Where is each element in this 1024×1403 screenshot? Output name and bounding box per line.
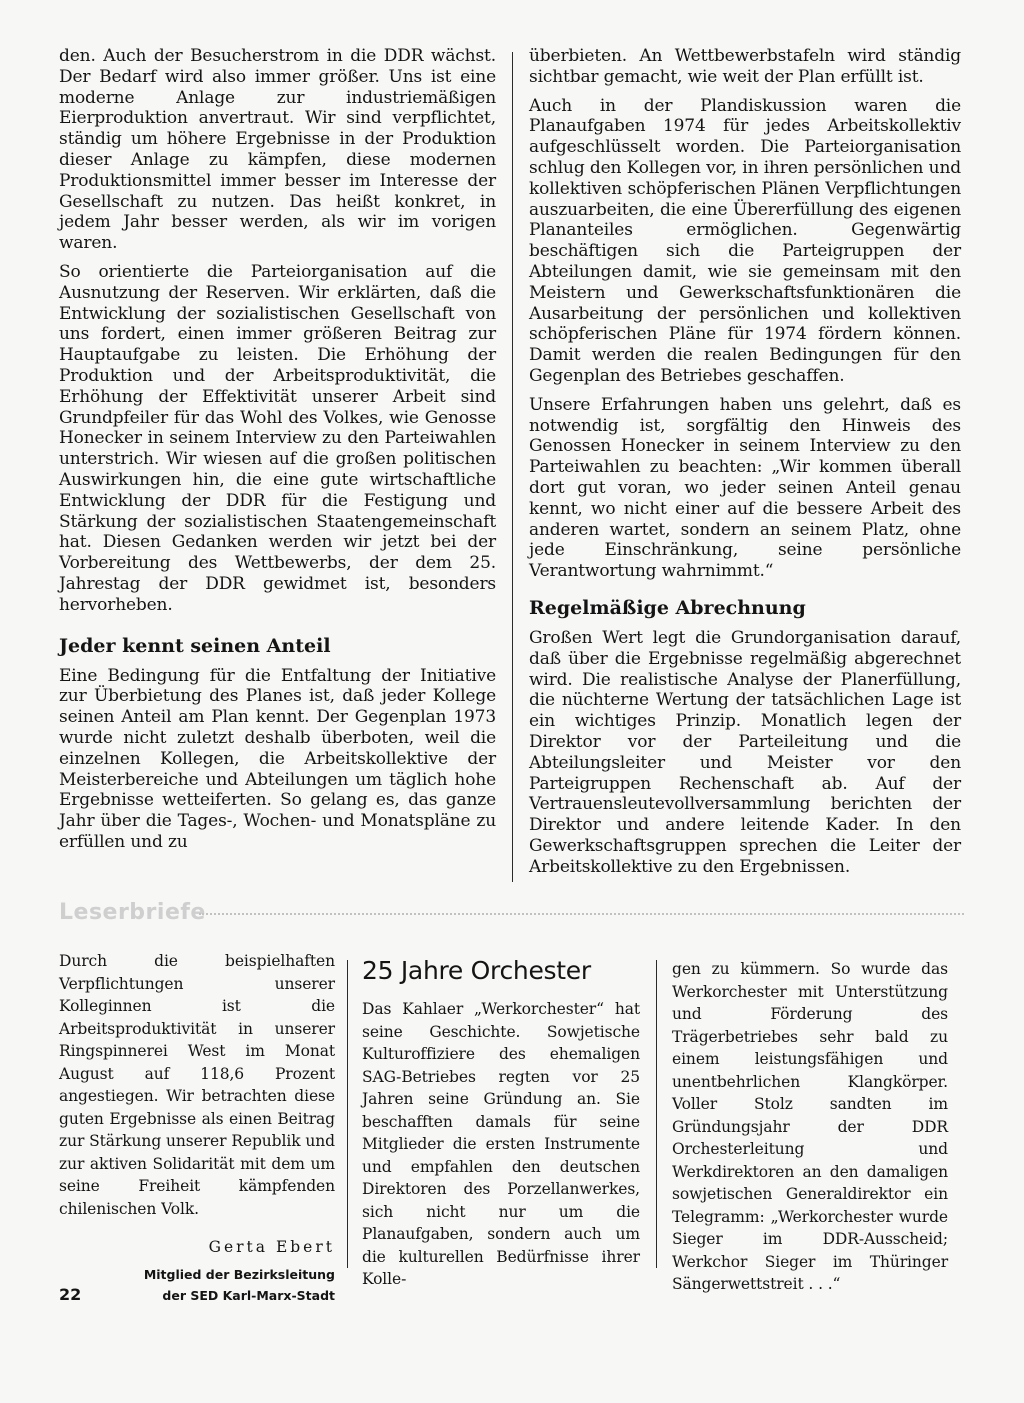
letter-column-3 bbox=[672, 958, 948, 1296]
article-paragraph: Großen Wert legt die Grundorganisation darauf, daß über die Ergebnisse regelmäßig abgerechnet wird. Die realistische Analyse der Planerfüllung, die nüchterne Wertung der tatsächlichen Lage ist ein wichtiges Prinzip. Monatlich legen der Direktor vor der Parteileitung und die Abteilungsleiter und Meister vor den Parteigruppen Rechenschaft ab. Auf der Vertrauensleutevollversammlung berichten der Direktor und andere leitende Kader. In den Gewerkschaftsgruppen sprechen die Leiter der Arbeitskollektive zu den Ergebnissen. bbox=[529, 627, 961, 877]
article-paragraph: den. Auch der Besucherstrom in die DDR wächst. Der Bedarf wird also immer größer. Uns ist eine moderne Anlage zur industriemäßigen Eierproduktion anvertraut. Wir sind verpflichtet, ständig um höhere Ergebnisse in der Produktion dieser Anlage zu kämpfen, diese modernen Produktionsmittel immer besser im Interesse der Gesellschaft zu nutzen. Das heißt konkret, in jedem Jahr besser werden, als wir im vorigen waren. bbox=[59, 46, 496, 254]
section-label-bar bbox=[59, 900, 964, 930]
page-number: 22 bbox=[59, 1285, 82, 1304]
author-affiliation: Mitglied der Bezirksleitung bbox=[143, 1267, 335, 1282]
article-paragraph: Unsere Erfahrungen haben uns gelehrt, daß es notwendig ist, sorgfältig den Hinweis des Genossen Honecker in seinem Interview zu den Parteiwahlen zu beachten: „Wir kommen überall dort gut voran, wo jeder seinen Anteil genau kennt, wo nicht einer auf die bessere Arbeit des anderen wartet, sondern an seinem Platz, ohne jede Einschränkung, seine persönliche Verantwortung wahrnimmt.“ bbox=[529, 394, 961, 582]
article-paragraph: überbieten. An Wettbewerbstafeln wird ständig sichtbar gemacht, wie weit der Plan erfüllt ist. bbox=[529, 46, 961, 87]
section-label: Leserbriefe bbox=[59, 900, 206, 925]
letter-text: Durch die beispielhaften Verpflichtungen unserer Kolleginnen ist die Arbeitsproduktivität in unserer Ringspinnerei West im Monat August auf 118,6 Prozent angestiegen. Wir betrachten diese guten Ergebnisse als einen Beitrag zur Stärkung unserer Republik und zur aktiven Solidarität mit dem um seine Freiheit kämpfenden chilenischen Volk. bbox=[59, 952, 335, 1218]
column-divider bbox=[347, 960, 348, 1268]
letter-text: gen zu kümmern. So wurde das Werkorchester mit Unterstützung und Förderung des Trägerbetriebes sehr bald zu einem leistungsfähigen und unentbehrlichen Klangkörper. Voller Stolz sandten im Gründungsjahr der DDR Orchesterleitung und Werkdirektoren an den damaligen sowjetischen Generaldirektor ein Telegramm: „Werkorchester wurde Sieger im DDR-Ausscheid; Werkchor Sieger im Thüringer Sängerwettstreit . . .“ bbox=[672, 960, 948, 1293]
article-paragraph: So orientierte die Parteiorganisation auf die Ausnutzung der Reserven. Wir erklärten, daß die Entwicklung der sozialistischen Gesellschaft von uns fordert, einen immer größeren Beitrag zur Hauptaufgabe zu leisten. Die Erhöhung der Produktion und der Arbeitsproduktivität, die Erhöhung der Effektivität unserer Arbeit sind Grundpfeiler für das Wohl des Volkes, wie Genosse Honecker in seinem Interview zu den Parteiwahlen unterstrich. Wir wiesen auf die großen politischen Auswirkungen hin, die eine gute wirtschaftliche Entwicklung der DDR für die Festigung und Stärkung der sozialistischen Staatengemeinschaft hat. Diesen Gedanken werden wir jetzt bei der Vorbereitung des Wettbewerbs, der dem 25. Jahrestag der DDR gewidmet ist, besonders hervorheben. bbox=[59, 261, 496, 615]
section-heading: Regelmäßige Abrechnung bbox=[529, 596, 806, 619]
upper-left-column bbox=[59, 46, 496, 861]
letter-heading: 25 Jahre Orchester bbox=[362, 956, 591, 985]
letter-author: Gerta Ebert bbox=[208, 1238, 335, 1256]
upper-right-column bbox=[529, 46, 961, 885]
letter-column-1 bbox=[59, 950, 335, 1306]
column-divider bbox=[656, 960, 657, 1268]
letter-column-2 bbox=[362, 950, 640, 1291]
author-affiliation: der SED Karl-Marx-Stadt bbox=[162, 1288, 335, 1303]
article-paragraph: Auch in der Plandiskussion waren die Planaufgaben 1974 für jedes Arbeitskollektiv aufgeschlüsselt worden. Die Parteiorganisation schlug den Kollegen vor, in ihren persönlichen und kollektiven schöpferischen Plänen Verpflichtungen auszuarbeiten, die eine Übererfüllung des eigenen Plananteiles ermöglichen. Gegenwärtig beschäftigen sich die Parteigruppen der Abteilungen damit, wie sie gemeinsam mit den Meistern und Gewerkschaftsfunktionären die Ausarbeitung der persönlichen und kollektiven schöpferischen Pläne für 1974 fördern können. Damit werden die realen Bedingungen für den Gegenplan des Betriebes geschaffen. bbox=[529, 95, 961, 386]
column-divider bbox=[512, 52, 513, 882]
dotted-rule bbox=[199, 913, 964, 918]
section-heading: Jeder kennt seinen Anteil bbox=[59, 634, 331, 657]
article-paragraph: Eine Bedingung für die Entfaltung der Initiative zur Überbietung des Planes ist, daß jeder Kollege seinen Anteil am Plan kennt. Der Gegenplan 1973 wurde nicht zuletzt deshalb überboten, weil die einzelnen Kollegen, die Arbeitskollektive der Meisterbereiche und Abteilungen um täglich hohe Ergebnisse wetteiferten. So gelang es, das ganze Jahr über die Tages-, Wochen- und Monatspläne zu erfüllen und zu bbox=[59, 665, 496, 852]
letter-text: Das Kahlaer „Werkorchester“ hat seine Geschichte. Sowjetische Kulturoffiziere des ehemaligen SAG-Betriebes regten vor 25 Jahren seine Gründung an. Sie beschafften damals für seine Mitglieder die ersten Instrumente und empfahlen den deutschen Direktoren des Porzellanwerkes, sich nicht nur um die Planaufgaben, sondern auch um die kulturellen Bedürfnisse ihrer Kolle- bbox=[362, 1000, 640, 1288]
